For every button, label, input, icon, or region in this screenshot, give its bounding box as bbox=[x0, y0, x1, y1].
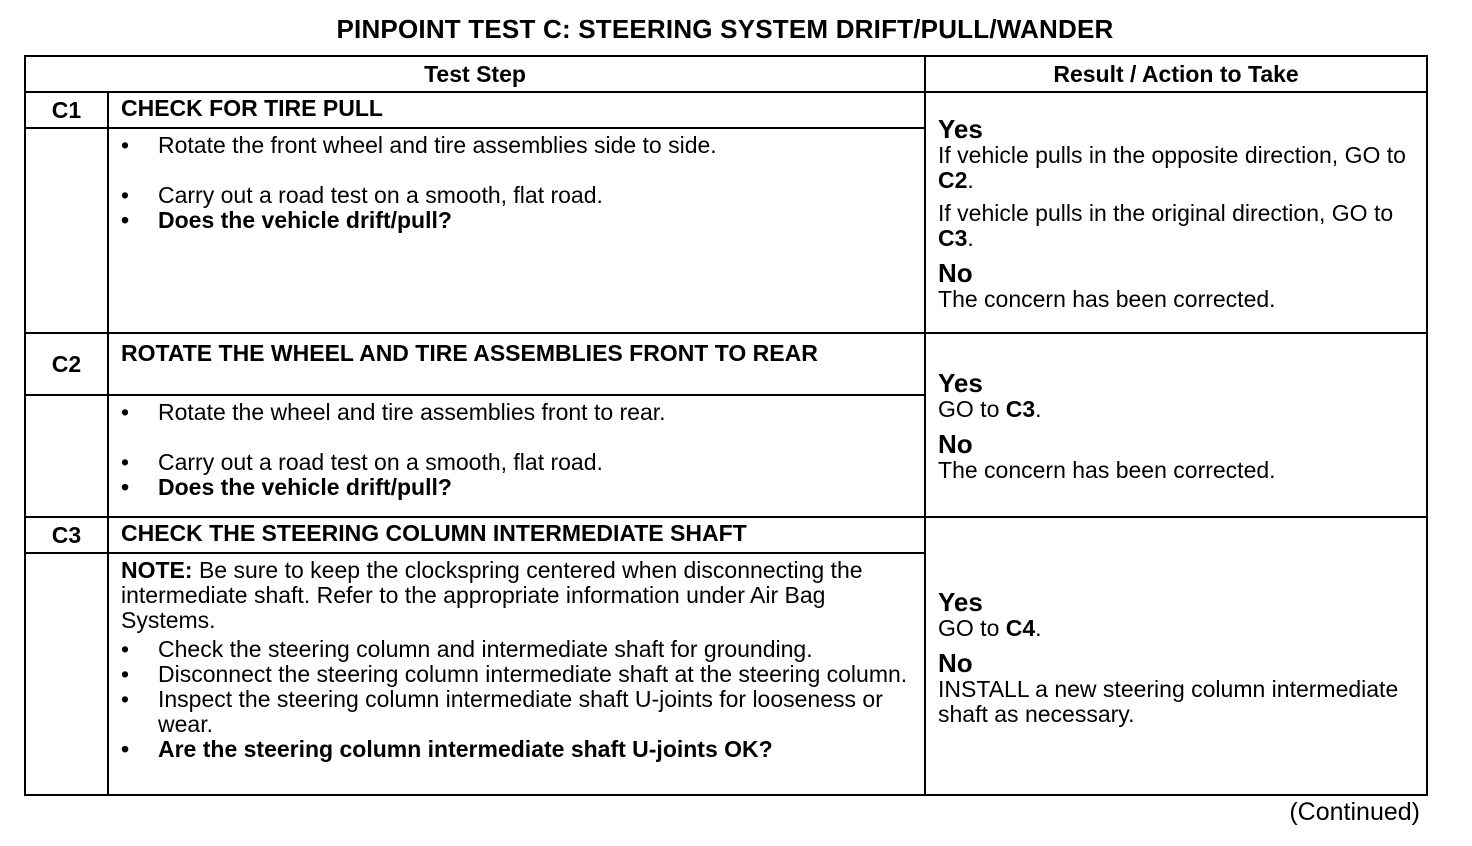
result-text-c2-yes: GO to C3. bbox=[938, 396, 1042, 422]
step-code-blank bbox=[25, 395, 108, 517]
step-body-c3 bbox=[108, 553, 925, 795]
pinpoint-test-table bbox=[24, 55, 1428, 796]
bullet-text: Carry out a road test on a smooth, flat road. bbox=[158, 182, 603, 208]
note-label: NOTE: bbox=[121, 557, 193, 583]
note bbox=[121, 558, 914, 633]
step-ref-c3: C3 bbox=[1005, 396, 1036, 422]
no-label-c3: No bbox=[938, 647, 973, 678]
list-item: • Check the steering column and intermediate shaft for grounding. bbox=[121, 636, 813, 662]
page-title: PINPOINT TEST C: STEERING SYSTEM DRIFT/PULL/WANDER bbox=[336, 14, 1114, 44]
bullet-text: Inspect the steering column intermediate shaft U-joints for looseness or wear. bbox=[158, 686, 883, 737]
bullet-text: Does the vehicle drift/pull? bbox=[158, 207, 452, 233]
column-header-test-step: Test Step bbox=[25, 56, 925, 92]
bullet-text: Are the steering column intermediate shaft U-joints OK? bbox=[158, 736, 773, 762]
list-item: • Does the vehicle drift/pull? bbox=[121, 207, 452, 233]
step-c2-heading-row bbox=[25, 333, 1427, 395]
step-heading-c3: CHECK THE STEERING COLUMN INTERMEDIATE SHAFT bbox=[108, 517, 925, 553]
bullet-text: Rotate the wheel and tire assemblies front to rear. bbox=[158, 399, 666, 425]
result-text-c1-yes-1: If vehicle pulls in the opposite direction, GO to C2. bbox=[938, 142, 1406, 193]
list-item: • Does the vehicle drift/pull? bbox=[121, 474, 452, 500]
step-code-c2: C2 bbox=[25, 333, 108, 395]
result-cell-c1 bbox=[925, 92, 1427, 333]
result-text: GO to bbox=[938, 614, 1000, 641]
result-text: GO to bbox=[938, 396, 1000, 422]
step-code-blank bbox=[25, 128, 108, 333]
list-item: • Rotate the wheel and tire assemblies front to rear. bbox=[121, 399, 666, 425]
continued-label: (Continued) bbox=[1289, 798, 1420, 826]
column-header-result: Result / Action to Take bbox=[925, 56, 1427, 92]
step-heading-c1: CHECK FOR TIRE PULL bbox=[108, 92, 925, 128]
step-code-blank bbox=[25, 553, 108, 795]
step-c1-heading-row bbox=[25, 92, 1427, 128]
step-ref-c2: C2 bbox=[938, 167, 968, 193]
result-cell-c2 bbox=[925, 333, 1427, 517]
no-label-c2: No bbox=[938, 429, 973, 459]
step-code-c3: C3 bbox=[25, 517, 108, 553]
list-item: • Are the steering column intermediate shaft U-joints OK? bbox=[121, 736, 773, 762]
bullet-text: Does the vehicle drift/pull? bbox=[158, 474, 452, 500]
table-header-row bbox=[25, 56, 1427, 92]
bullet-text: Disconnect the steering column intermediate shaft at the steering column. bbox=[158, 661, 908, 687]
bullet-text: Check the steering column and intermediate shaft for grounding. bbox=[158, 636, 813, 662]
list-item: • Inspect the steering column intermediate shaft U-joints for looseness or wear. bbox=[121, 687, 914, 737]
step-ref-c4: C4 bbox=[1005, 614, 1036, 641]
step-heading-c2: ROTATE THE WHEEL AND TIRE ASSEMBLIES FRONT TO REAR bbox=[108, 333, 925, 395]
list-item: • Disconnect the steering column intermediate shaft at the steering column. bbox=[121, 661, 908, 687]
bullet-text: Carry out a road test on a smooth, flat road. bbox=[158, 449, 603, 475]
list-item: • Carry out a road test on a smooth, flat road. bbox=[121, 182, 603, 208]
step-code-c1: C1 bbox=[25, 92, 108, 128]
step-c3-heading-row bbox=[25, 517, 1427, 553]
result-text-c3-no: INSTALL a new steering column intermediate shaft as necessary. bbox=[938, 675, 1399, 727]
step-body-c2 bbox=[108, 395, 925, 517]
result-text-c1-no: The concern has been corrected. bbox=[938, 286, 1276, 312]
list-item: • Carry out a road test on a smooth, flat road. bbox=[121, 449, 603, 475]
list-item: • Rotate the front wheel and tire assemblies side to side. bbox=[121, 132, 717, 158]
result-text-c2-no: The concern has been corrected. bbox=[938, 457, 1276, 483]
result-text-c1-yes-2: If vehicle pulls in the original direction, GO to C3. bbox=[938, 200, 1394, 251]
note-text: Be sure to keep the clockspring centered when disconnecting the intermediate shaft. Refer to the appropriate information under Air Bag Systems. bbox=[121, 557, 863, 633]
result-cell-c3 bbox=[925, 517, 1427, 795]
result-text: If vehicle pulls in the original direction, GO to bbox=[938, 200, 1394, 226]
step-ref-c3: C3 bbox=[938, 225, 968, 251]
result-text-c3-yes: GO to C4. bbox=[938, 614, 1042, 641]
yes-label-c3: Yes bbox=[938, 586, 983, 617]
yes-label-c1: Yes bbox=[938, 114, 983, 144]
yes-label-c2: Yes bbox=[938, 368, 983, 398]
no-label-c1: No bbox=[938, 258, 973, 288]
result-text: If vehicle pulls in the opposite direction, GO to bbox=[938, 142, 1406, 168]
bullet-text: Rotate the front wheel and tire assemblies side to side. bbox=[158, 132, 717, 158]
step-body-c1 bbox=[108, 128, 925, 333]
